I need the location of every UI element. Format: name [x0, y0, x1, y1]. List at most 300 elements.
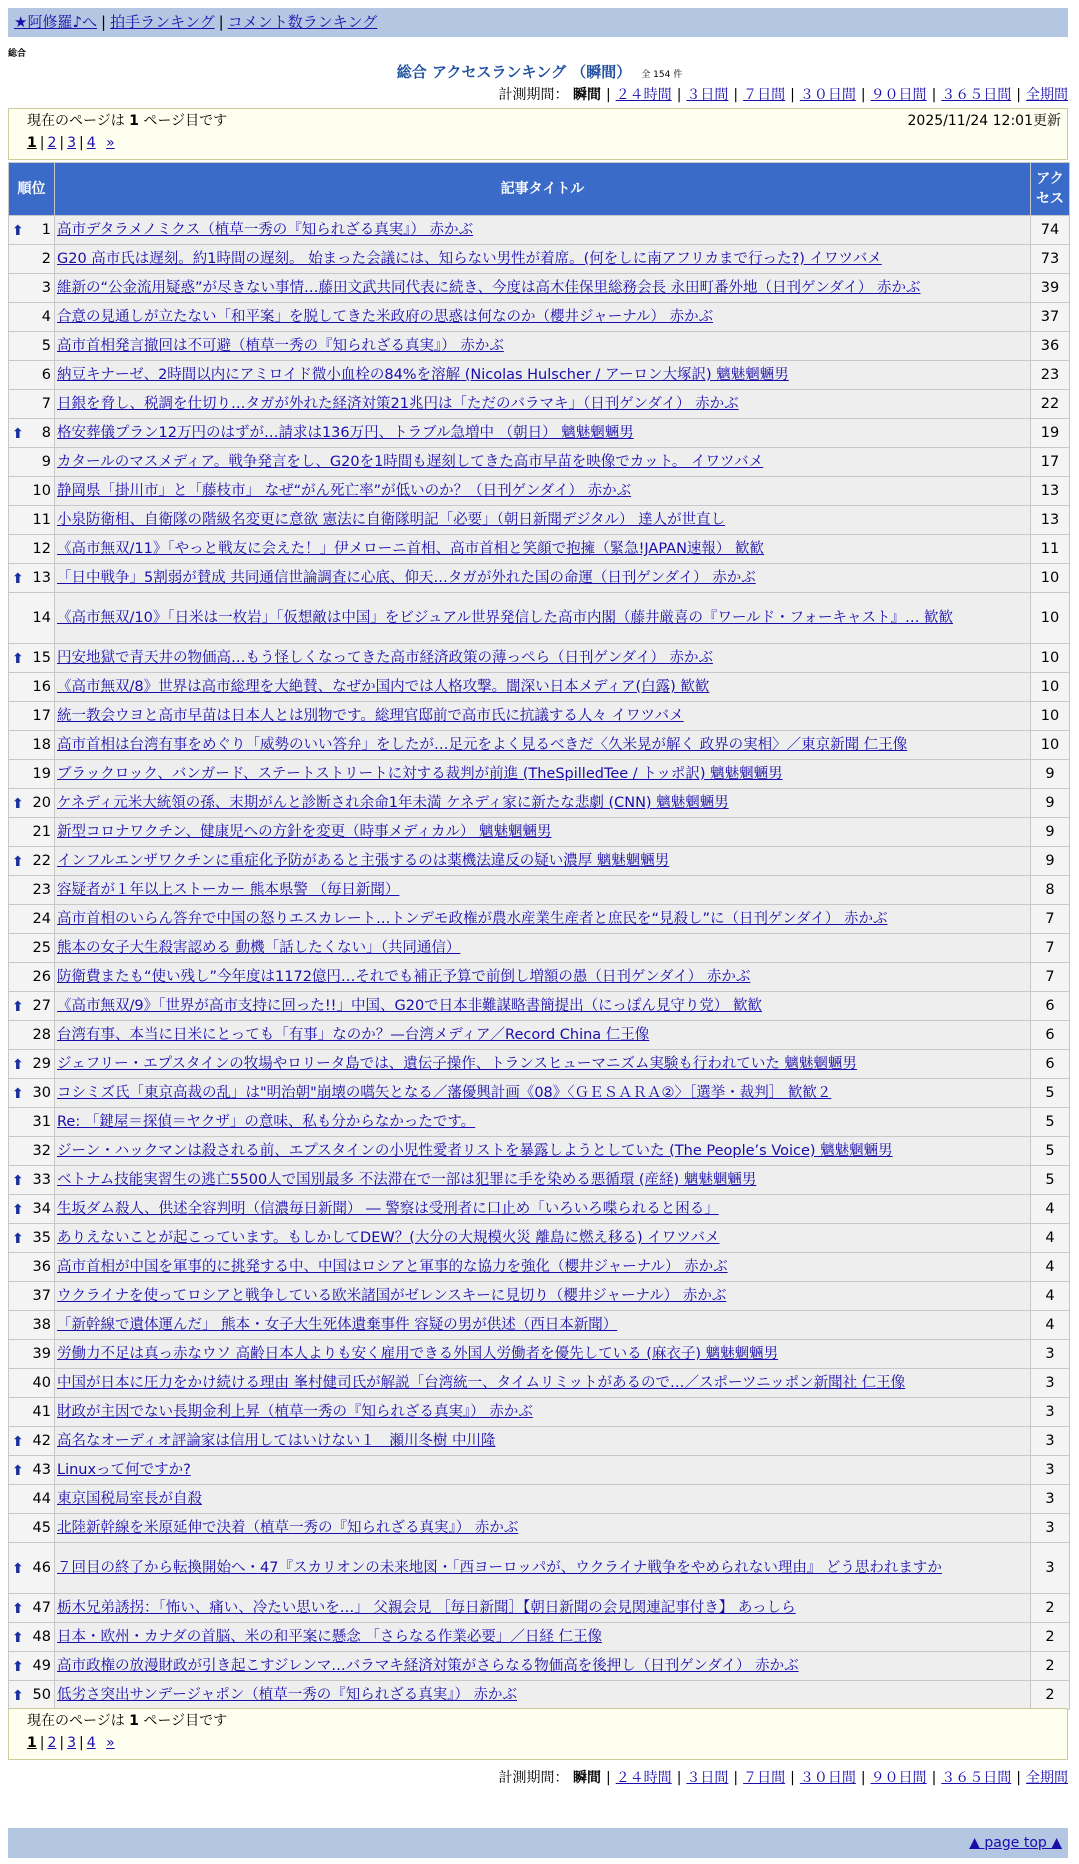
access-count: 11 [1031, 535, 1069, 563]
title-cell [55, 789, 1030, 817]
article-title-link[interactable]: コシミズ氏「東京高裁の乱」は"明治朝"崩壊の嚆矢となる／藩優興計画《08》〈ＧＥＳＡＲＡ②〉［選挙・裁判］ 歓歓２ [57, 1085, 832, 1101]
access-count: 13 [1031, 506, 1069, 534]
access-count: 73 [1031, 245, 1069, 273]
article-title-link[interactable]: 財政が主因でない長期金利上昇（植草一秀の『知られざる真実』） 赤かぶ [57, 1404, 533, 1420]
page-link-2[interactable]: 2 [47, 1735, 57, 1751]
rank-cell [9, 1311, 54, 1339]
rank-up-arrow-icon: ⬆ [12, 1202, 24, 1218]
article-title-link[interactable]: 日本・欧州・カナダの首脳、米の和平案に懸念 「さらなる作業必要」／日経 仁王像 [57, 1629, 602, 1645]
total-count: 全 154 件 [641, 70, 683, 80]
period-link-all[interactable]: 全期間 [1026, 87, 1068, 103]
page-title-row [0, 62, 1079, 85]
period-link-30d[interactable]: ３０日間 [799, 87, 856, 103]
access-count: 3 [1031, 1369, 1069, 1397]
article-title-link[interactable]: 高市首相発言撤回は不可避（植草一秀の『知られざる真実』） 赤かぶ [57, 338, 504, 354]
rank-up-arrow-icon: ⬆ [12, 1463, 24, 1479]
access-count: 3 [1031, 1485, 1069, 1513]
page-top-link[interactable]: ▲ page top ▲ [969, 1835, 1062, 1851]
rank-cell [9, 818, 54, 846]
title-cell [55, 1681, 1030, 1709]
rank-cell [9, 1485, 54, 1513]
page-link-4[interactable]: 4 [86, 1735, 96, 1751]
period-link-3d[interactable]: ３日間 [686, 87, 729, 103]
title-cell [55, 905, 1030, 933]
rank-number: 32 [32, 1143, 51, 1159]
title-cell [55, 1311, 1030, 1339]
rank-cell [9, 593, 54, 643]
article-title-link[interactable]: ベトナム技能実習生の逃亡5500人で国別最多 不法滞在で一部は犯罪に手を染める悪循環 (産経) 魑魅魍魎男 [57, 1172, 757, 1188]
table-row [9, 1543, 1069, 1593]
article-title-link[interactable]: ７回目の終了から転換開始へ・47『スカリオンの未来地図・「西ヨーロッパが、ウクライナ戦争をやめられない理由』 どう思われますか [57, 1560, 942, 1576]
home-link[interactable]: ★阿修羅♪へ [14, 13, 98, 31]
rank-cell [9, 448, 54, 476]
col-access-header: アクセス [1031, 163, 1069, 215]
period-link-30d[interactable]: ３０日間 [799, 1770, 856, 1786]
title-cell [55, 1369, 1030, 1397]
rank-number: 14 [32, 610, 51, 626]
title-cell [55, 1195, 1030, 1223]
table-row [9, 1195, 1069, 1223]
rank-cell [9, 1427, 54, 1455]
rank-number: 15 [32, 650, 51, 666]
page-link-4[interactable]: 4 [86, 135, 96, 151]
article-title-link[interactable]: G20 高市氏は遅刻。約1時間の遅刻。 始まった会議には、知らない男性が着席。(何をしに南アフリカまで行った?) イワツバメ [57, 251, 882, 267]
period-link-90d[interactable]: ９０日間 [870, 87, 927, 103]
table-row [9, 1369, 1069, 1397]
rank-number: 22 [32, 853, 51, 869]
table-row [9, 1311, 1069, 1339]
rank-cell [9, 1050, 54, 1078]
access-count: 6 [1031, 992, 1069, 1020]
period-link-7d[interactable]: ７日間 [743, 87, 786, 103]
rank-number: 40 [32, 1375, 51, 1391]
article-title-link[interactable]: ジーン・ハックマンは殺される前、エプスタインの小児性愛者リストを暴露しようとしていた (The People’s Voice) 魑魅魍魎男 [57, 1143, 893, 1159]
rank-number: 49 [32, 1658, 51, 1674]
page-current: 1 [27, 135, 37, 151]
rank-number: 18 [32, 737, 51, 753]
article-title-link[interactable]: 《高市無双/9》「世界が高市支持に回った!!」中国、G20で日本非難謀略書簡提出（にっぽん見守り党） 歓歓 [57, 998, 762, 1014]
table-row [9, 1398, 1069, 1426]
rank-cell [9, 934, 54, 962]
rank-number: 10 [32, 483, 51, 499]
article-title-link[interactable]: Linuxって何ですか? [57, 1462, 191, 1478]
title-cell [55, 1623, 1030, 1651]
rank-cell [9, 1623, 54, 1651]
article-title-link[interactable]: カタールのマスメディア。戦争発言をし、G20を1時間も遅刻してきた高市早苗を映像でカット。 イワツバメ [57, 454, 764, 470]
article-title-link[interactable]: 容疑者が１年以上ストーカー 熊本県警 （毎日新聞） [57, 882, 400, 898]
rank-cell [9, 760, 54, 788]
title-cell [55, 847, 1030, 875]
article-title-link[interactable]: 「日中戦争」5割弱が賛成 共同通信世論調査に心底、仰天…タガが外れた国の命運（日刊ゲンダイ） 赤かぶ [57, 570, 756, 586]
pagination: 1 | 2 | 3 | 4 » [27, 1735, 115, 1751]
article-title-link[interactable]: 北陸新幹線を米原延伸で決着（植草一秀の『知られざる真実』） 赤かぶ [57, 1520, 519, 1536]
page-link-3[interactable]: 3 [67, 135, 77, 151]
period-link-3d[interactable]: ３日間 [686, 1770, 729, 1786]
page-title: 総合 アクセスランキング （瞬間） [396, 63, 632, 81]
article-title-link[interactable]: ウクライナを使ってロシアと戦争している欧米諸国がゼレンスキーに見切り（櫻井ジャーナル） 赤かぶ [57, 1288, 727, 1304]
rank-number: 17 [32, 708, 51, 724]
rank-number: 1 [41, 222, 51, 238]
period-label: 計測期間： [498, 1770, 569, 1786]
access-count: 4 [1031, 1224, 1069, 1252]
article-title-link[interactable]: 小泉防衛相、自衛隊の階級名変更に意欲 憲法に自衛隊明記「必要」（朝日新聞デジタル） 達人が世直し [57, 512, 726, 528]
table-row [9, 1282, 1069, 1310]
article-title-link[interactable]: 統一教会ウヨと高市早苗は日本人とは別物です。総理官邸前で高市氏に抗議する人々 イワツバメ [57, 708, 684, 724]
rank-cell [9, 876, 54, 904]
rank-number: 24 [32, 911, 51, 927]
article-title-link[interactable]: 東京国税局室長が自殺 [57, 1491, 202, 1507]
top-nav-bar [8, 8, 1068, 37]
table-row [9, 876, 1069, 904]
access-count: 23 [1031, 361, 1069, 389]
rank-cell [9, 1369, 54, 1397]
title-cell [55, 673, 1030, 701]
period-link-7d[interactable]: ７日間 [743, 1770, 786, 1786]
access-count: 9 [1031, 847, 1069, 875]
rank-cell [9, 1398, 54, 1426]
rank-up-arrow-icon: ⬆ [12, 1057, 24, 1073]
table-row [9, 992, 1069, 1020]
period-current: 瞬間 [572, 87, 601, 103]
table-row [9, 1021, 1069, 1049]
rank-number: 33 [32, 1172, 51, 1188]
table-row [9, 1340, 1069, 1368]
rank-up-arrow-icon: ⬆ [12, 1659, 24, 1675]
access-count: 2 [1031, 1652, 1069, 1680]
rank-number: 16 [32, 679, 51, 695]
table-row [9, 419, 1069, 447]
access-count: 5 [1031, 1079, 1069, 1107]
comment-ranking-link[interactable]: コメント数ランキング [227, 13, 378, 31]
table-row [9, 1456, 1069, 1484]
title-cell [55, 448, 1030, 476]
article-title-link[interactable]: ブラックロック、バンガード、ステートストリートに対する裁判が前進 (TheSpilledTee / トッポ訳) 魑魅魍魎男 [57, 766, 783, 782]
article-title-link[interactable]: Re: 「鍵屋＝探偵＝ヤクザ」の意味、私も分からなかったです。 [57, 1114, 476, 1130]
rank-cell [9, 477, 54, 505]
rank-number: 28 [32, 1027, 51, 1043]
table-row [9, 1253, 1069, 1281]
rank-number: 2 [41, 251, 51, 267]
table-row [9, 1137, 1069, 1165]
article-title-link[interactable]: 円安地獄で青天井の物価高…もう怪しくなってきた高市経済政策の薄っぺら（日刊ゲンダイ） 赤かぶ [57, 650, 713, 666]
article-title-link[interactable]: 防衛費またも“使い残し”今年度は1172億円…それでも補正予算で前倒し増額の愚（日刊ゲンダイ） 赤かぶ [57, 969, 751, 985]
rank-number: 23 [32, 882, 51, 898]
rank-number: 50 [32, 1687, 51, 1703]
category-tag: 総合 [8, 49, 27, 59]
title-cell [55, 535, 1030, 563]
rank-cell [9, 274, 54, 302]
title-cell [55, 1456, 1030, 1484]
rank-up-arrow-icon: ⬆ [12, 796, 24, 812]
access-count: 2 [1031, 1594, 1069, 1622]
table-row [9, 644, 1069, 672]
article-title-link[interactable]: インフルエンザワクチンに重症化予防があると主張するのは薬機法違反の疑い濃厚 魑魅魍魎男 [57, 853, 670, 869]
rank-number: 13 [32, 570, 51, 586]
rank-number: 36 [32, 1259, 51, 1275]
title-cell [55, 1166, 1030, 1194]
rank-number: 37 [32, 1288, 51, 1304]
access-count: 22 [1031, 390, 1069, 418]
title-cell [55, 1108, 1030, 1136]
access-count: 10 [1031, 673, 1069, 701]
title-cell [55, 1050, 1030, 1078]
article-title-link[interactable]: 新型コロナワクチン、健康児への方針を変更（時事メディカル） 魑魅魍魎男 [57, 824, 552, 840]
table-row [9, 448, 1069, 476]
rank-number: 6 [41, 367, 51, 383]
rank-number: 5 [41, 338, 51, 354]
rank-number: 3 [41, 280, 51, 296]
article-title-link[interactable]: 格安葬儀プラン12万円のはずが…請求は136万円、トラブル急増中 （朝日） 魑魅魍魎男 [57, 425, 634, 441]
rank-number: 25 [32, 940, 51, 956]
article-title-link[interactable]: 高市首相は台湾有事をめぐり「威勢のいい答弁」をしたが…足元をよく見るべきだ〈久米晃が解く 政界の実相〉／東京新聞 仁王像 [57, 737, 908, 753]
period-link-all[interactable]: 全期間 [1026, 1770, 1068, 1786]
article-title-link[interactable]: 低劣さ突出サンデージャポン（植草一秀の『知られざる真実』） 赤かぶ [57, 1687, 518, 1703]
title-cell [55, 245, 1030, 273]
title-cell [55, 1594, 1030, 1622]
table-row [9, 905, 1069, 933]
rank-cell [9, 1195, 54, 1223]
article-title-link[interactable]: 高市首相のいらん答弁で中国の怒りエスカレート…トンデモ政権が農水産業生産者と庶民を“見殺し”に（日刊ゲンダイ） 赤かぶ [57, 911, 888, 927]
table-row [9, 1108, 1069, 1136]
rank-cell [9, 963, 54, 991]
title-cell [55, 644, 1030, 672]
article-title-link[interactable]: 熊本の女子大生殺害認める 動機「話したくない」（共同通信） [57, 940, 461, 956]
access-count: 3 [1031, 1456, 1069, 1484]
pagination: 1 | 2 | 3 | 4 » [27, 135, 115, 151]
rank-cell [9, 390, 54, 418]
clap-ranking-link[interactable]: 拍手ランキング [110, 13, 215, 31]
rank-cell [9, 1108, 54, 1136]
rank-cell [9, 1456, 54, 1484]
table-row [9, 1050, 1069, 1078]
title-cell [55, 760, 1030, 788]
period-selector-top: 計測期間： 瞬間 | ２４時間 | ３日間 | ７日間 | ３０日間 | ９０日間 | ３６５日間 | 全期間 [498, 87, 1068, 103]
rank-cell [9, 644, 54, 672]
title-cell [55, 1543, 1030, 1593]
table-row [9, 245, 1069, 273]
title-cell [55, 216, 1030, 244]
page-link-3[interactable]: 3 [67, 1735, 77, 1751]
table-row [9, 1623, 1069, 1651]
rank-cell [9, 1514, 54, 1542]
nav-separator: | [101, 13, 107, 31]
rank-number: 46 [32, 1560, 51, 1576]
rank-cell [9, 332, 54, 360]
article-title-link[interactable]: 高市政権の放漫財政が引き起こすジレンマ…バラマキ経済対策がさらなる物価高を後押し（日刊ゲンダイ） 赤かぶ [57, 1658, 799, 1674]
rank-up-arrow-icon: ⬆ [12, 1688, 24, 1704]
access-count: 7 [1031, 905, 1069, 933]
title-cell [55, 876, 1030, 904]
table-row [9, 1079, 1069, 1107]
article-title-link[interactable]: 静岡県「掛川市」と「藤枝市」 なぜ“がん死亡率”が低いのか？（日刊ゲンダイ） 赤かぶ [57, 483, 632, 499]
title-cell [55, 477, 1030, 505]
rank-cell [9, 245, 54, 273]
access-count: 3 [1031, 1340, 1069, 1368]
rank-up-arrow-icon: ⬆ [12, 1630, 24, 1646]
rank-number: 29 [32, 1056, 51, 1072]
rank-number: 8 [41, 425, 51, 441]
period-link-90d[interactable]: ９０日間 [870, 1770, 927, 1786]
access-count: 10 [1031, 731, 1069, 759]
rank-cell [9, 789, 54, 817]
access-count: 9 [1031, 789, 1069, 817]
ranking-table [8, 162, 1070, 1710]
updated-timestamp: 2025/11/24 12:01更新 [907, 113, 1061, 129]
article-title-link[interactable]: 「新幹線で遺体運んだ」 熊本・女子大生死体遺棄事件 容疑の男が供述（西日本新聞） [57, 1317, 618, 1333]
period-selector-bottom: 計測期間： 瞬間 | ２４時間 | ３日間 | ７日間 | ３０日間 | ９０日間 | ３６５日間 | 全期間 [498, 1770, 1068, 1786]
title-cell [55, 1340, 1030, 1368]
rank-cell [9, 673, 54, 701]
table-row [9, 361, 1069, 389]
article-title-link[interactable]: 台湾有事、本当に日米にとっても「有事」なのか？—台湾メディア／Record China 仁王像 [57, 1027, 650, 1043]
table-row [9, 564, 1069, 592]
access-count: 39 [1031, 274, 1069, 302]
access-count: 4 [1031, 1282, 1069, 1310]
access-count: 5 [1031, 1166, 1069, 1194]
access-count: 2 [1031, 1623, 1069, 1651]
article-title-link[interactable]: ありえないことが起こっています。もしかしてDEW？(大分の大規模火災 離島に燃え移る) イワツバメ [57, 1230, 720, 1246]
article-title-link[interactable]: 高市首相が中国を軍事的に挑発する中、中国はロシアと軍事的な協力を強化（櫻井ジャーナル） 赤かぶ [57, 1259, 728, 1275]
rank-number: 27 [32, 998, 51, 1014]
table-row [9, 673, 1069, 701]
access-count: 36 [1031, 332, 1069, 360]
article-title-link[interactable]: 高市デタラメノミクス（植草一秀の『知られざる真実』） 赤かぶ [57, 222, 474, 238]
rank-cell [9, 1166, 54, 1194]
rank-cell [9, 1137, 54, 1165]
period-link-24h[interactable]: ２４時間 [615, 87, 672, 103]
rank-number: 19 [32, 766, 51, 782]
table-row [9, 274, 1069, 302]
article-title-link[interactable]: 《高市無双/10》「日米は一枚岩」「仮想敵は中国」をビジュアル世界発信した高市内閣（藤井厳喜の『ワールド・フォーキャスト』… 歓歓 [57, 610, 954, 626]
article-title-link[interactable]: 日銀を脅し、税調を仕切り…タガが外れた経済対策21兆円は「ただのバラマキ」（日刊ゲンダイ） 赤かぶ [57, 396, 739, 412]
page-next-link[interactable]: » [106, 135, 115, 151]
rank-cell [9, 303, 54, 331]
rank-cell [9, 1253, 54, 1281]
title-cell [55, 564, 1030, 592]
rank-cell [9, 535, 54, 563]
bottom-bar [8, 1828, 1068, 1858]
title-cell [55, 1021, 1030, 1049]
rank-cell [9, 1594, 54, 1622]
article-title-link[interactable]: 生坂ダム殺人、供述全容判明（信濃毎日新聞） ― 警察は受刑者に口止め「いろいろ喋られると困る」 [57, 1201, 719, 1217]
rank-cell [9, 564, 54, 592]
title-cell [55, 419, 1030, 447]
rank-up-arrow-icon: ⬆ [12, 854, 24, 870]
table-row [9, 934, 1069, 962]
access-count: 3 [1031, 1514, 1069, 1542]
rank-up-arrow-icon: ⬆ [12, 1231, 24, 1247]
table-row [9, 593, 1069, 643]
rank-up-arrow-icon: ⬆ [12, 1601, 24, 1617]
access-count: 5 [1031, 1108, 1069, 1136]
rank-number: 9 [41, 454, 51, 470]
rank-cell [9, 216, 54, 244]
article-title-link[interactable]: ジェフリー・エプスタインの牧場やロリータ島では、遺伝子操作、トランスヒューマニズム実験も行われていた 魑魅魍魎男 [57, 1056, 857, 1072]
table-row [9, 731, 1069, 759]
title-cell [55, 593, 1030, 643]
article-title-link[interactable]: 労働力不足は真っ赤なウソ 高齢日本人よりも安く雇用できる外国人労働者を優先している (麻衣子) 魑魅魍魎男 [57, 1346, 779, 1362]
table-row [9, 506, 1069, 534]
access-count: 8 [1031, 876, 1069, 904]
article-title-link[interactable]: 《高市無双/8》世界は高市総理を大絶賛、なぜか国内では人格攻撃。闇深い日本メディア(白露) 歓歓 [57, 679, 710, 695]
rank-cell [9, 1543, 54, 1593]
access-count: 19 [1031, 419, 1069, 447]
rank-up-arrow-icon: ⬆ [12, 1561, 24, 1577]
access-count: 4 [1031, 1311, 1069, 1339]
title-cell [55, 1282, 1030, 1310]
article-title-link[interactable]: ケネディ元米大統領の孫、末期がんと診断され余命1年未満 ケネディ家に新たな悲劇 (CNN) 魑魅魍魎男 [57, 795, 729, 811]
page-current: 1 [27, 1735, 37, 1751]
title-cell [55, 702, 1030, 730]
article-title-link[interactable]: 高名なオーディオ評論家は信用してはいけない１＿瀬川冬樹 中川隆 [57, 1433, 496, 1449]
rank-cell [9, 731, 54, 759]
page-link-2[interactable]: 2 [47, 135, 57, 151]
rank-number: 31 [32, 1114, 51, 1130]
table-row [9, 760, 1069, 788]
period-link-365d[interactable]: ３６５日間 [941, 1770, 1012, 1786]
rank-up-arrow-icon: ⬆ [12, 651, 24, 667]
pager-top [8, 108, 1068, 160]
pager-message: 現在のページは 1 ページ目です [27, 113, 228, 129]
rank-cell [9, 905, 54, 933]
article-title-link[interactable]: 維新の“公金流用疑惑”が尽きない事情…藤田文武共同代表に続き、今度は高木佳保里総務会長 永田町番外地（日刊ゲンダイ） 赤かぶ [57, 280, 921, 296]
title-cell [55, 1427, 1030, 1455]
article-title-link[interactable]: 合意の見通しが立たない「和平案」を脱してきた米政府の思惑は何なのか（櫻井ジャーナル） 赤かぶ [57, 309, 714, 325]
table-row [9, 963, 1069, 991]
rank-cell [9, 702, 54, 730]
access-count: 10 [1031, 564, 1069, 592]
table-row [9, 303, 1069, 331]
title-cell [55, 1137, 1030, 1165]
pager-bottom [8, 1708, 1068, 1760]
table-row [9, 535, 1069, 563]
table-row [9, 477, 1069, 505]
rank-number: 34 [32, 1201, 51, 1217]
rank-cell [9, 506, 54, 534]
article-title-link[interactable]: 中国が日本に圧力をかけ続ける理由 峯村健司氏が解説「台湾統一、タイムリミットがあるので…／スポーツニッポン新聞社 仁王像 [57, 1375, 906, 1391]
rank-number: 35 [32, 1230, 51, 1246]
rank-up-arrow-icon: ⬆ [12, 571, 24, 587]
access-count: 13 [1031, 477, 1069, 505]
title-cell [55, 1224, 1030, 1252]
table-row [9, 1594, 1069, 1622]
article-title-link[interactable]: 《高市無双/11》「やっと戦友に会えた！」伊メローニ首相、高市首相と笑顔で抱擁（緊急!JAPAN速報） 歓歓 [57, 541, 765, 557]
table-row [9, 847, 1069, 875]
title-cell [55, 1253, 1030, 1281]
access-count: 9 [1031, 818, 1069, 846]
period-link-365d[interactable]: ３６５日間 [941, 87, 1012, 103]
rank-number: 20 [32, 795, 51, 811]
title-cell [55, 1485, 1030, 1513]
rank-cell [9, 419, 54, 447]
page-next-link[interactable]: » [106, 1735, 115, 1751]
title-cell [55, 1652, 1030, 1680]
article-title-link[interactable]: 納豆キナーゼ、2時間以内にアミロイド微小血栓の84%を溶解 (Nicolas Hulscher / アーロン大塚訳) 魑魅魍魎男 [57, 367, 789, 383]
access-count: 9 [1031, 760, 1069, 788]
access-count: 17 [1031, 448, 1069, 476]
access-count: 37 [1031, 303, 1069, 331]
title-cell [55, 303, 1030, 331]
nav-separator: | [218, 13, 224, 31]
article-title-link[interactable]: 栃木兄弟誘拐：「怖い、痛い、冷たい思いを…」 父親会見 ［毎日新聞］【朝日新聞の会見関連記事付き】 あっしら [57, 1600, 796, 1616]
table-row [9, 818, 1069, 846]
title-cell [55, 506, 1030, 534]
access-count: 2 [1031, 1681, 1069, 1709]
period-link-24h[interactable]: ２４時間 [615, 1770, 672, 1786]
title-cell [55, 934, 1030, 962]
period-current: 瞬間 [572, 1770, 601, 1786]
table-row [9, 390, 1069, 418]
